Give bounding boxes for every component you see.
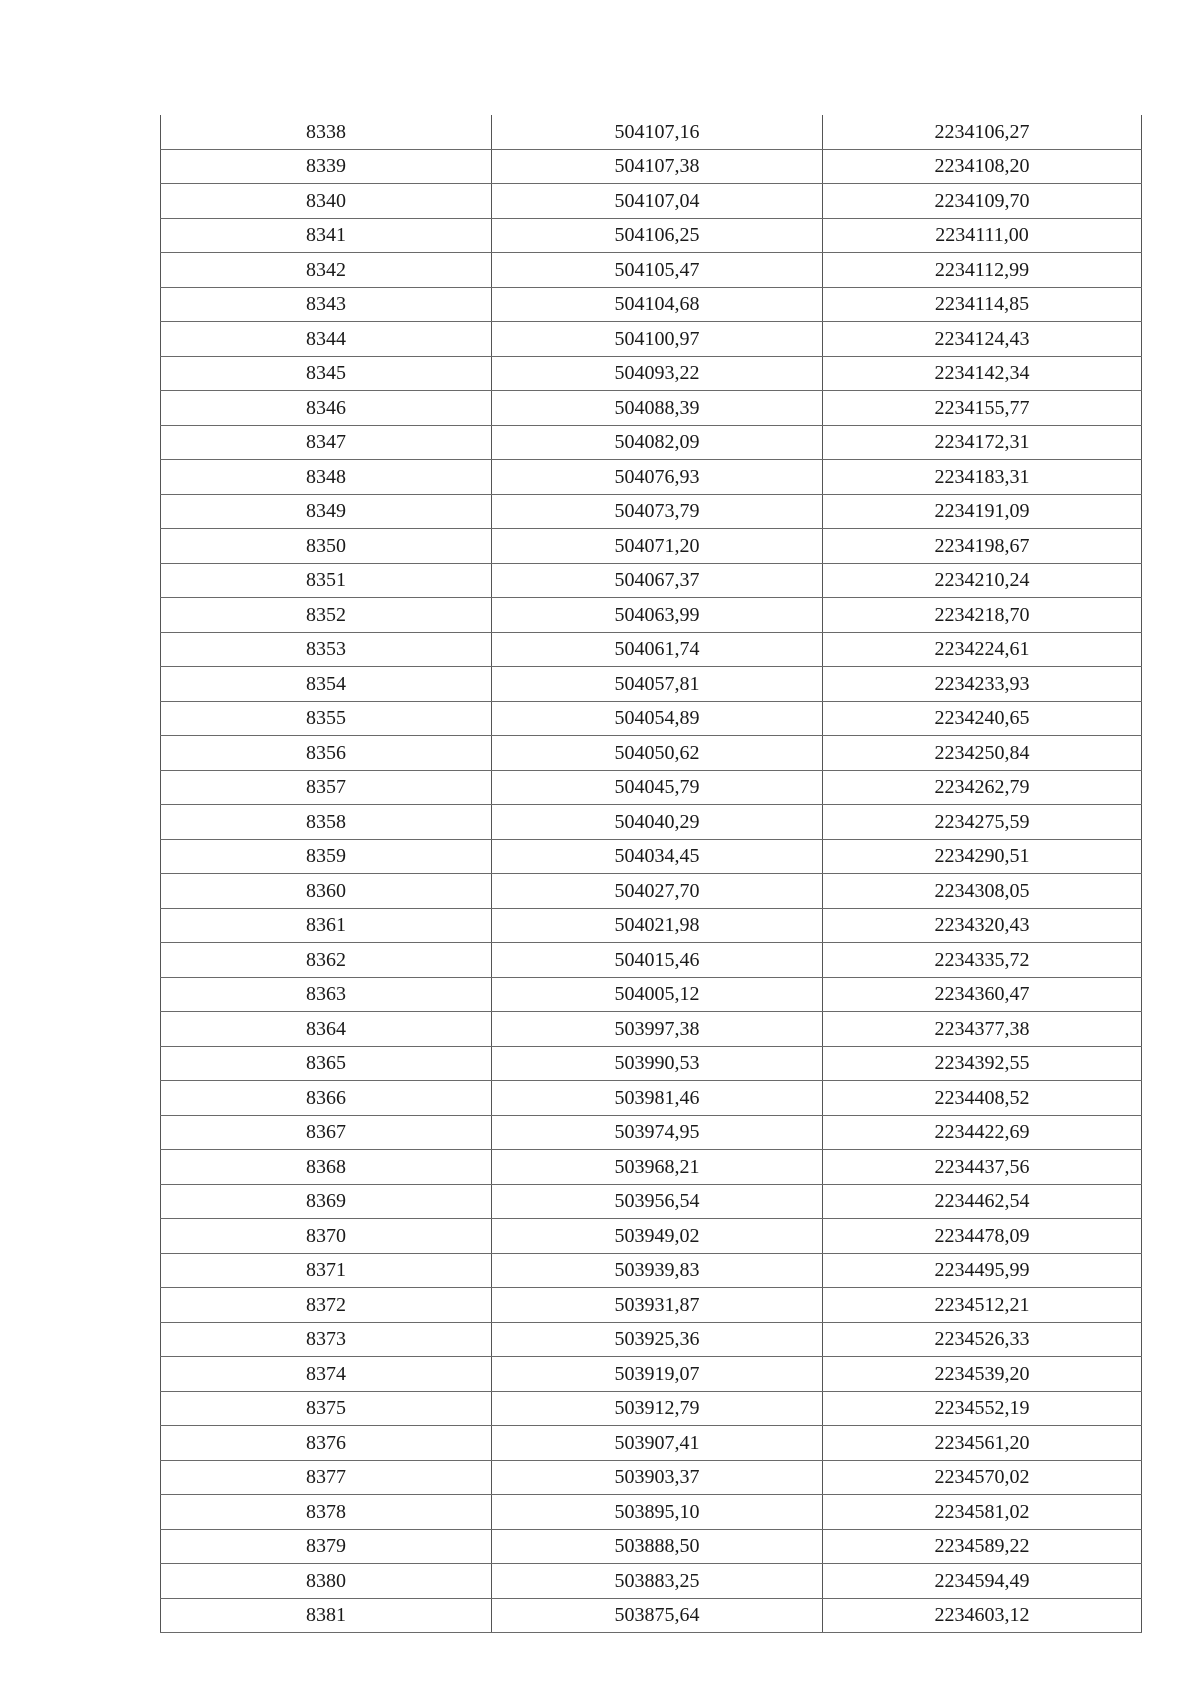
point-number-cell: 8363 [161, 977, 492, 1012]
x-coordinate-cell: 504073,79 [492, 494, 823, 529]
x-coordinate-cell: 504015,46 [492, 943, 823, 978]
x-coordinate-cell: 503883,25 [492, 1564, 823, 1599]
y-coordinate-cell: 2234422,69 [823, 1115, 1142, 1150]
point-number-cell: 8345 [161, 356, 492, 391]
y-coordinate-cell: 2234437,56 [823, 1150, 1142, 1185]
y-coordinate-cell: 2234320,43 [823, 908, 1142, 943]
x-coordinate-cell: 504107,38 [492, 149, 823, 184]
coordinates-table [160, 115, 1142, 1633]
x-coordinate-cell: 503925,36 [492, 1322, 823, 1357]
y-coordinate-cell: 2234250,84 [823, 736, 1142, 771]
table-row [161, 1564, 1142, 1599]
table-row [161, 977, 1142, 1012]
point-number-cell: 8348 [161, 460, 492, 495]
x-coordinate-cell: 504027,70 [492, 874, 823, 909]
y-coordinate-cell: 2234112,99 [823, 253, 1142, 288]
table-row [161, 184, 1142, 219]
table-row [161, 701, 1142, 736]
x-coordinate-cell: 504021,98 [492, 908, 823, 943]
table-row [161, 287, 1142, 322]
point-number-cell: 8338 [161, 115, 492, 149]
x-coordinate-cell: 504061,74 [492, 632, 823, 667]
x-coordinate-cell: 504005,12 [492, 977, 823, 1012]
y-coordinate-cell: 2234218,70 [823, 598, 1142, 633]
x-coordinate-cell: 504076,93 [492, 460, 823, 495]
table-row [161, 1115, 1142, 1150]
x-coordinate-cell: 504106,25 [492, 218, 823, 253]
x-coordinate-cell: 504050,62 [492, 736, 823, 771]
table-row [161, 1081, 1142, 1116]
y-coordinate-cell: 2234552,19 [823, 1391, 1142, 1426]
x-coordinate-cell: 503997,38 [492, 1012, 823, 1047]
point-number-cell: 8346 [161, 391, 492, 426]
x-coordinate-cell: 503888,50 [492, 1529, 823, 1564]
table-row [161, 736, 1142, 771]
point-number-cell: 8362 [161, 943, 492, 978]
y-coordinate-cell: 2234335,72 [823, 943, 1142, 978]
table-row [161, 1012, 1142, 1047]
table-row [161, 1357, 1142, 1392]
y-coordinate-cell: 2234240,65 [823, 701, 1142, 736]
point-number-cell: 8351 [161, 563, 492, 598]
x-coordinate-cell: 504040,29 [492, 805, 823, 840]
point-number-cell: 8377 [161, 1460, 492, 1495]
point-number-cell: 8367 [161, 1115, 492, 1150]
y-coordinate-cell: 2234108,20 [823, 149, 1142, 184]
point-number-cell: 8350 [161, 529, 492, 564]
table-row [161, 253, 1142, 288]
table-row [161, 1046, 1142, 1081]
y-coordinate-cell: 2234495,99 [823, 1253, 1142, 1288]
y-coordinate-cell: 2234526,33 [823, 1322, 1142, 1357]
point-number-cell: 8341 [161, 218, 492, 253]
y-coordinate-cell: 2234109,70 [823, 184, 1142, 219]
y-coordinate-cell: 2234210,24 [823, 563, 1142, 598]
table-row [161, 529, 1142, 564]
x-coordinate-cell: 504067,37 [492, 563, 823, 598]
point-number-cell: 8372 [161, 1288, 492, 1323]
x-coordinate-cell: 503919,07 [492, 1357, 823, 1392]
point-number-cell: 8381 [161, 1598, 492, 1633]
point-number-cell: 8342 [161, 253, 492, 288]
y-coordinate-cell: 2234377,38 [823, 1012, 1142, 1047]
point-number-cell: 8376 [161, 1426, 492, 1461]
point-number-cell: 8378 [161, 1495, 492, 1530]
point-number-cell: 8349 [161, 494, 492, 529]
point-number-cell: 8371 [161, 1253, 492, 1288]
y-coordinate-cell: 2234233,93 [823, 667, 1142, 702]
table-row [161, 391, 1142, 426]
table-row [161, 1322, 1142, 1357]
table-row [161, 149, 1142, 184]
point-number-cell: 8347 [161, 425, 492, 460]
table-row [161, 598, 1142, 633]
table-row [161, 425, 1142, 460]
y-coordinate-cell: 2234198,67 [823, 529, 1142, 564]
table-row [161, 1529, 1142, 1564]
y-coordinate-cell: 2234408,52 [823, 1081, 1142, 1116]
x-coordinate-cell: 503981,46 [492, 1081, 823, 1116]
x-coordinate-cell: 504045,79 [492, 770, 823, 805]
point-number-cell: 8356 [161, 736, 492, 771]
table-row [161, 908, 1142, 943]
x-coordinate-cell: 503895,10 [492, 1495, 823, 1530]
table-row [161, 563, 1142, 598]
table-row [161, 667, 1142, 702]
table-row [161, 1495, 1142, 1530]
point-number-cell: 8379 [161, 1529, 492, 1564]
y-coordinate-cell: 2234191,09 [823, 494, 1142, 529]
y-coordinate-cell: 2234183,31 [823, 460, 1142, 495]
y-coordinate-cell: 2234111,00 [823, 218, 1142, 253]
x-coordinate-cell: 504088,39 [492, 391, 823, 426]
point-number-cell: 8352 [161, 598, 492, 633]
table-row [161, 1426, 1142, 1461]
x-coordinate-cell: 504107,16 [492, 115, 823, 149]
y-coordinate-cell: 2234594,49 [823, 1564, 1142, 1599]
point-number-cell: 8353 [161, 632, 492, 667]
y-coordinate-cell: 2234155,77 [823, 391, 1142, 426]
y-coordinate-cell: 2234106,27 [823, 115, 1142, 149]
point-number-cell: 8375 [161, 1391, 492, 1426]
table-row [161, 1219, 1142, 1254]
x-coordinate-cell: 504071,20 [492, 529, 823, 564]
x-coordinate-cell: 503974,95 [492, 1115, 823, 1150]
point-number-cell: 8358 [161, 805, 492, 840]
y-coordinate-cell: 2234462,54 [823, 1184, 1142, 1219]
table-row [161, 460, 1142, 495]
table-row [161, 494, 1142, 529]
table-row [161, 356, 1142, 391]
x-coordinate-cell: 504107,04 [492, 184, 823, 219]
x-coordinate-cell: 503990,53 [492, 1046, 823, 1081]
x-coordinate-cell: 503931,87 [492, 1288, 823, 1323]
x-coordinate-cell: 504104,68 [492, 287, 823, 322]
x-coordinate-cell: 504034,45 [492, 839, 823, 874]
point-number-cell: 8355 [161, 701, 492, 736]
table-row [161, 839, 1142, 874]
y-coordinate-cell: 2234142,34 [823, 356, 1142, 391]
y-coordinate-cell: 2234308,05 [823, 874, 1142, 909]
point-number-cell: 8339 [161, 149, 492, 184]
table-row [161, 218, 1142, 253]
table-row [161, 1150, 1142, 1185]
x-coordinate-cell: 503907,41 [492, 1426, 823, 1461]
y-coordinate-cell: 2234290,51 [823, 839, 1142, 874]
point-number-cell: 8370 [161, 1219, 492, 1254]
y-coordinate-cell: 2234275,59 [823, 805, 1142, 840]
y-coordinate-cell: 2234478,09 [823, 1219, 1142, 1254]
table-row [161, 1460, 1142, 1495]
y-coordinate-cell: 2234581,02 [823, 1495, 1142, 1530]
y-coordinate-cell: 2234114,85 [823, 287, 1142, 322]
y-coordinate-cell: 2234262,79 [823, 770, 1142, 805]
x-coordinate-cell: 504063,99 [492, 598, 823, 633]
y-coordinate-cell: 2234512,21 [823, 1288, 1142, 1323]
y-coordinate-cell: 2234570,02 [823, 1460, 1142, 1495]
point-number-cell: 8373 [161, 1322, 492, 1357]
x-coordinate-cell: 504082,09 [492, 425, 823, 460]
point-number-cell: 8357 [161, 770, 492, 805]
x-coordinate-cell: 503903,37 [492, 1460, 823, 1495]
x-coordinate-cell: 504105,47 [492, 253, 823, 288]
point-number-cell: 8369 [161, 1184, 492, 1219]
x-coordinate-cell: 504100,97 [492, 322, 823, 357]
point-number-cell: 8365 [161, 1046, 492, 1081]
x-coordinate-cell: 503939,83 [492, 1253, 823, 1288]
coordinates-table-body [161, 115, 1142, 1633]
table-row [161, 770, 1142, 805]
y-coordinate-cell: 2234224,61 [823, 632, 1142, 667]
point-number-cell: 8354 [161, 667, 492, 702]
point-number-cell: 8343 [161, 287, 492, 322]
y-coordinate-cell: 2234603,12 [823, 1598, 1142, 1633]
point-number-cell: 8359 [161, 839, 492, 874]
point-number-cell: 8344 [161, 322, 492, 357]
point-number-cell: 8364 [161, 1012, 492, 1047]
x-coordinate-cell: 503949,02 [492, 1219, 823, 1254]
x-coordinate-cell: 503912,79 [492, 1391, 823, 1426]
x-coordinate-cell: 503968,21 [492, 1150, 823, 1185]
x-coordinate-cell: 504093,22 [492, 356, 823, 391]
y-coordinate-cell: 2234589,22 [823, 1529, 1142, 1564]
point-number-cell: 8366 [161, 1081, 492, 1116]
x-coordinate-cell: 503875,64 [492, 1598, 823, 1633]
point-number-cell: 8380 [161, 1564, 492, 1599]
table-row [161, 1391, 1142, 1426]
x-coordinate-cell: 503956,54 [492, 1184, 823, 1219]
table-row [161, 322, 1142, 357]
point-number-cell: 8374 [161, 1357, 492, 1392]
y-coordinate-cell: 2234539,20 [823, 1357, 1142, 1392]
table-row [161, 1253, 1142, 1288]
table-row [161, 1598, 1142, 1633]
point-number-cell: 8340 [161, 184, 492, 219]
table-row [161, 115, 1142, 149]
table-row [161, 943, 1142, 978]
point-number-cell: 8368 [161, 1150, 492, 1185]
table-row [161, 805, 1142, 840]
table-row [161, 1288, 1142, 1323]
y-coordinate-cell: 2234561,20 [823, 1426, 1142, 1461]
point-number-cell: 8361 [161, 908, 492, 943]
table-row [161, 874, 1142, 909]
x-coordinate-cell: 504054,89 [492, 701, 823, 736]
table-row [161, 632, 1142, 667]
table-row [161, 1184, 1142, 1219]
y-coordinate-cell: 2234392,55 [823, 1046, 1142, 1081]
point-number-cell: 8360 [161, 874, 492, 909]
x-coordinate-cell: 504057,81 [492, 667, 823, 702]
y-coordinate-cell: 2234124,43 [823, 322, 1142, 357]
y-coordinate-cell: 2234360,47 [823, 977, 1142, 1012]
y-coordinate-cell: 2234172,31 [823, 425, 1142, 460]
